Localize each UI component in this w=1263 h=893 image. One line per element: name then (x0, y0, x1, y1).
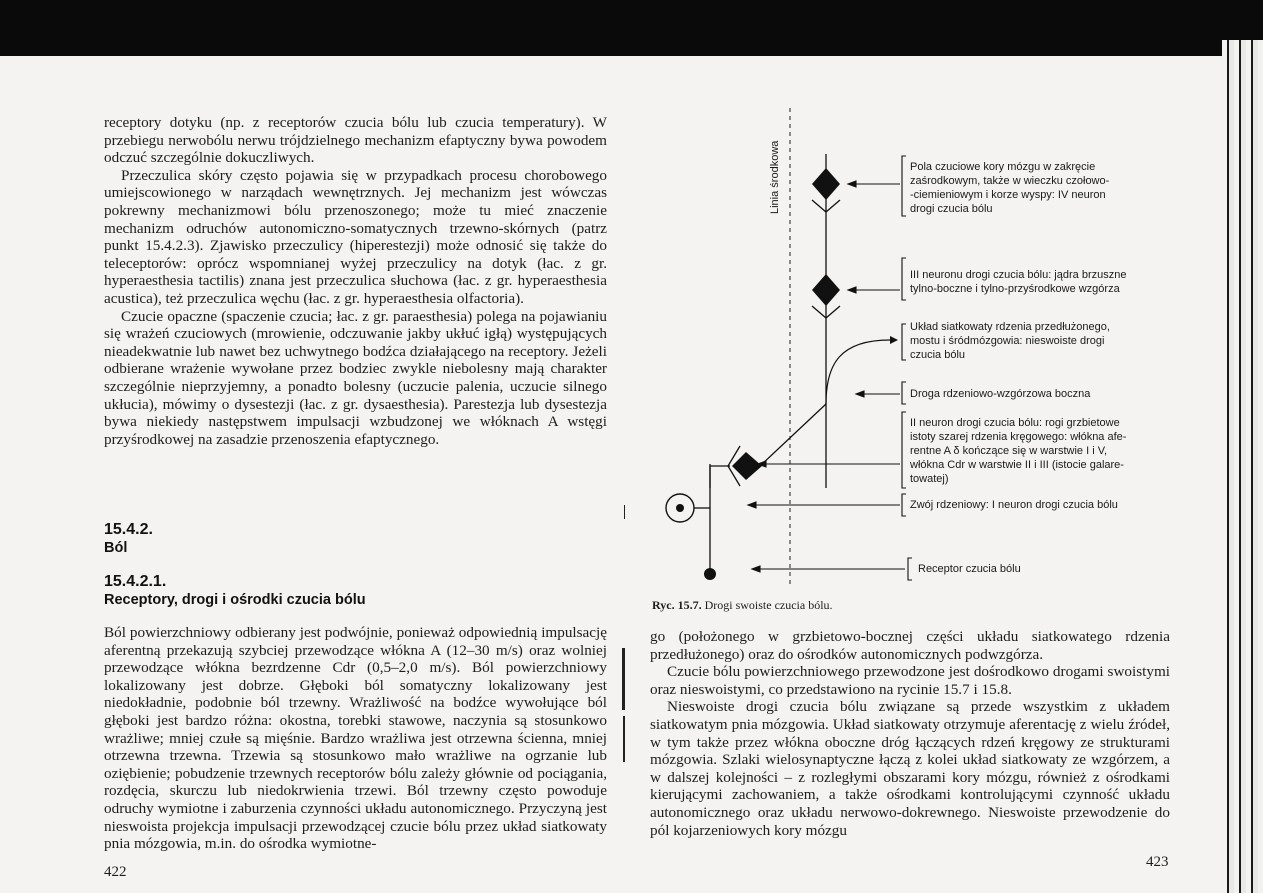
cortex-label-line: drogi czucia bólu (910, 203, 993, 215)
thalamus-synapse-icon (812, 274, 840, 306)
scan-top-shadow (0, 0, 1263, 56)
section-number: 15.4.2. (104, 521, 153, 538)
second-neuron-label-line: rentne A δ kończące się w warstwie I i V, (910, 445, 1108, 457)
reticular-label-line: czucia bólu (910, 349, 966, 361)
cortex-label-line: -ciemieniowym i korze wyspy: IV neuron (910, 189, 1106, 201)
paragraph: go (położonego w grzbietowo-bocznej części układu siatkowatego rdzenia przedłużonego) oraz do ośrodków autonomicznych podwzgórza. (650, 628, 1170, 663)
page-number-right: 423 (1146, 854, 1169, 870)
paragraph: Czucie opaczne (spaczenie czucia; łac. z gr. paraesthesia) polega na pojawianiu się wrażeń czuciowych (mrowienie, odczuwanie jakby ukłuć igłą) występujących nieadekwatnie lub nawet bez uchwytnego bodźca działającego na receptory. Jeżeli odbierane wrażenie wywołane przez bodziec zwykle niebolesny mają charakter szczególnie nieprzyjemny, a ponadto bolesny (uczucie palenia, uczucie silnego ukłucia), mówimy o dysestezji (łac. z gr. dysaesthesia). Parestezja lub dysestezja bywa niekiedy następstwem impulsacji wzbudzonej we włóknach A wstęgi przyśrodkowej na zasadzie przenoszenia efaptycznego. (104, 307, 607, 448)
ganglion-core-icon (676, 504, 684, 512)
right-page-text (650, 628, 1170, 839)
section-number: 15.4.2.1. (104, 573, 167, 590)
gutter-mark (623, 716, 625, 762)
second-neuron-label-line: włókna Cdr w warstwie II i III (istocie galare- (910, 459, 1124, 471)
paragraph: Ból powierzchniowy odbierany jest podwójnie, ponieważ odpowiednią impulsację aferentną przekazują szybciej przewodzące włókna A (12–30 m/s) oraz wolniej przewodzące włókna bezrdzenne Cdr (0,5–2,0 m/s). Ból powierzchniowy lokalizowany jest dobrze. Głęboki ból somatyczny lokalizowany jest niedokładnie, podobnie ból trzewny. Wrażliwość na bodźce wywołujące ból głęboki jest bardzo różna: okostna, torebki stawowe, naczynia są stosunkowo wrażliwe; mniej czułe są mięśnie. Bardzo wrażliwa jest otrzewna ścienna, mniej otrzewna trzewna. Trzewia są stosunkowo mało wrażliwe na ogrzanie lub oziębienie; pobudzenie trzewnych receptorów bólu zależy głównie od pociągania, rozdęcia, skurczu lub niedokrwienia trzewi. Ból trzewny często powoduje odruchy wymiotne i zaburzenia czynności układu autonomicznego. Przyczyną jest nieswoista projekcja impulsacji przewodzącej czucie bólu przez układ siatkowaty pnia mózgowia, m.in. do ośrodka wymiotne- (104, 624, 607, 853)
figure-caption (652, 598, 833, 613)
section-heading-15-4-2-1 (104, 572, 366, 609)
paragraph: Czucie bólu powierzchniowego przewodzone jest dośrodkowo drogami swoistymi oraz nieswoistymi, co przedstawiono na rycinie 15.7 i 15.8. (650, 663, 1170, 698)
page-number-left: 422 (104, 864, 127, 880)
section-title: Ból (104, 540, 128, 556)
figure-caption-text: Drogi swoiste czucia bólu. (704, 598, 833, 612)
ganglion-label: Zwój rdzeniowy: I neuron drogi czucia bólu (910, 499, 1118, 511)
reticular-label-line: mostu i śródmózgowia: nieswoiste drogi (910, 335, 1105, 347)
second-neuron-label-line: istoty szarej rdzenia kręgowego: włókna afe- (910, 431, 1127, 443)
cortex-label-line: Pola czuciowe kory mózgu w zakręcie (910, 161, 1096, 173)
arrow-head-icon (890, 336, 898, 344)
reticular-label-line: Układ siatkowaty rdzenia przedłużonego, (910, 321, 1110, 333)
section-heading-15-4-2 (104, 520, 153, 557)
second-neuron-label-line: towatej) (910, 473, 949, 485)
spinothalamic-label: Droga rdzeniowo-wzgórzowa boczna (910, 388, 1091, 400)
crossing-fiber-line (760, 404, 826, 466)
receptor-label: Receptor czucia bólu (918, 563, 1021, 575)
gutter-mark (624, 505, 625, 519)
fiber-line (710, 466, 730, 488)
thalamus-label-line: III neuronu drogi czucia bólu: jądra brzuszne (910, 269, 1127, 281)
pain-pathway-diagram (650, 104, 1170, 594)
paragraph: receptory dotyku (np. z receptorów czucia bólu lub czucia temperatury). W przebiegu nerwobólu nerwu trójdzielnego mechanizm efaptyczny bywa powodem odczuć szczególnie dokuczliwych. (104, 114, 607, 167)
paragraph: Nieswoiste drogi czucia bólu związane są przede wszystkim z układem siatkowatym pnia mózgowia. Układ siatkowaty otrzymuje aferentację z wielu źródeł, w tym także przez włókna oboczne dróg łączących rdzeń kręgowy ze strukturami mózgowia. Szlaki wielosynaptyczne łączą z kolei układ siatkowaty ze wzgórzem, a w dalszej kolejności – z rozległymi obszarami kory mózgu, również z ośrodkami kierującymi zachowaniem, a także ośrodkami kontrolującymi czynność układu autonomicznego oraz układu nerwowo-dokrewnego. Nieswoiste przewodzenie do pól kojarzeniowych kory mózgu (650, 698, 1170, 839)
dorsal-horn-synapse-icon (732, 452, 762, 480)
receptor-icon (704, 568, 716, 580)
paragraph: Przeczulica skóry często pojawia się w przypadkach procesu chorobowego umiejscowionego w narządach wewnętrznych. Jej mechanizm jest wówczas pokrewny mechanizmowi bólu przenoszonego; może tu mieć znaczenie mechanizm odruchów autonomiczno-somatycznych trzewno-skórnych (patrz punkt 15.4.2.3). Zjawisko przeczulicy (hiperestezji) może odnosić się także do teleceptorów: oprócz wspomnianej wyżej przeczulicy na dotyk (łac. z gr. hyperaesthesia tactilis) znana jest przeczulica słuchowa (łac. z gr. hyperaesthesia acustica), też przeczulica węchu (łac. z gr. hyperaesthesia olfactoria). (104, 166, 607, 307)
section-title: Receptory, drogi i ośrodki czucia bólu (104, 592, 366, 608)
cortex-synapse-icon (812, 168, 840, 200)
gutter-mark (622, 648, 625, 710)
left-page-text-bottom (104, 624, 607, 853)
book-page-edges (1222, 40, 1263, 893)
figure-number: Ryc. 15.7. (652, 598, 702, 612)
left-page-text-top (104, 114, 607, 448)
midline-label: Linia środkowa (769, 140, 781, 214)
second-neuron-label-line: II neuron drogi czucia bólu: rogi grzbietowe (910, 417, 1120, 429)
cortex-label-line: zaśrodkowym, także w wieczku czołowo- (910, 175, 1110, 187)
thalamus-label-line: tylno-boczne i tylno-przyśrodkowe wzgórza (910, 283, 1120, 295)
